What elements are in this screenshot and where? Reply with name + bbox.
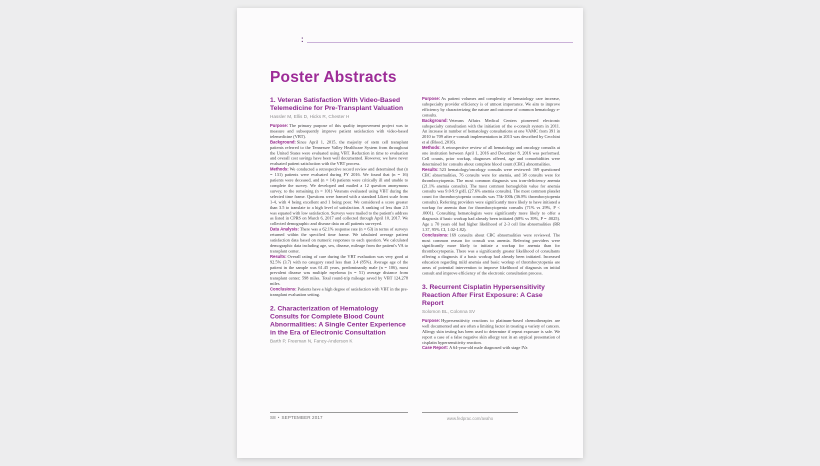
abstract-title: 1. Veteran Satisfaction With Video-Based Telemedicine for Pre-Transplant Valuation	[270, 96, 404, 112]
section-label: Purpose:	[422, 317, 441, 323]
footer-page-number: S8	[270, 415, 276, 420]
abstract-authors: Hassler M, Ellis D, Hicks R, Chester H	[270, 113, 350, 119]
abstract-authors: Barth P, Freeman N, Fancy-Anderson K	[270, 338, 353, 344]
abstract-section	[270, 167, 408, 227]
section-label: Data Analysis:	[270, 226, 299, 232]
section-text: 523 hematology/oncology consults were reviewed: 169 questioned CBC abnormalities, 76 consults were for anemia, and 38 consults were for thrombocytopenia. The most common diagnosis was iron-deficiency anemia (21.1% anemia consults). The most common hemoglobin value for anemia consults was 9.0-9.9 g/dL (27.6% anemia consults). The most common platelet count for thrombocytopenia consults was 75k-100k (36.8% thrombocytopenia consults). Referring providers were significantly more likely to have initiated a workup for anemia than for thrombocytopenia consults (71% vs 29%, P < .0001). Consulting hematologists were significantly more likely to offer a diagnosis if basic workup had already been initiated (68% vs 39%, P = .0025). Age ≥ 70 years old had higher likelihood of 2-3 cell line abnormalities (RR 1.37, 95% CI, 1.02-1.82).	[422, 166, 560, 232]
section-text: As patient volumes and complexity of hematology care increase, subspecialty provider efficiency is of utmost importance. We aim to improve efficiency by characterizing the nature and outcome of common hematology e-consults.	[422, 96, 560, 118]
left-column	[270, 96, 408, 412]
section-text: Veterans Affairs Medical Centers pioneered electronic subspecialty consultation with the initiation of the e-consult system in 2011. An increase in number of hematology consultations at one VAMC from 391 in 2010 to 709 after e-consult implementation in 2013 was described by Cecchini et al (Blood, 2016).	[422, 117, 560, 145]
masthead-colon-mark: :	[301, 35, 304, 44]
section-text: Since April 1, 2015, the majority of stem cell transplant patients referred to the Tennessee Valley Healthcare System from throughout the United States were evaluated using VBT. Reduction in time to evaluation and overall cost savings have been well documented. However, we have never evaluated patient satisfaction with the VBT process.	[270, 139, 408, 167]
abstract-title: 2. Characterization of Hematology Consults for Complete Blood Count Abnormalities: A Single Center Experience in the Era of Electronic Consultation	[270, 304, 406, 336]
section-label: Background:	[422, 117, 448, 123]
footer-rule-left	[270, 412, 408, 413]
section-label: Case Report:	[422, 345, 449, 351]
section-text: The primary purpose of this quality improvement project was to measure and subsequently improve patient satisfaction with video-based telemedicine (VBT).	[270, 123, 408, 139]
abstract-section	[422, 118, 560, 145]
abstract-title: 3. Recurrent Cisplatin Hypersensitivity Reaction After First Exposure: A Case Report	[422, 282, 545, 307]
abstract-section	[270, 139, 408, 166]
section-text: 169 consults about CBC abnormalities were reviewed. The most common reason for consult was anemia. Referring providers were significantly more likely to initiate a workup for anemia than for thrombocytopenia. There was a significantly greater likelihood of consultants offering a diagnosis if a basic workup had already been initiated. Increased education regarding mild anemia and basic workup of thrombocytopenia are areas of potential intervention to improve likelihood of diagnosis on initial consult and improve efficiency of the electronic consultation process.	[422, 232, 560, 276]
abstract-section	[422, 145, 560, 167]
section-label: Methods:	[422, 145, 441, 151]
section-label: Results:	[422, 166, 439, 172]
section-text: We conducted a retrospective record review and determined that (n = 131) patients were evaluated during FY 2016. We found that (n = 16) patients were deceased, and (n = 14) patients were critically ill and unable to complete the survey. We developed and mailed a 12 question anonymous survey, to the remaining (n = 101) Veterans evaluated using VBT during the selected time frame. Questions were framed with a standard Likert scale from 1-4, with 4 being excellent and 1 being poor. We considered a score greater than 3.5 to translate to a high level of satisfaction. A ranking of less than 2.5 was equated with low satisfaction. Surveys were mailed to the patient's address as listed in CPRS on March 6, 2017 and collected through April 10, 2017. We collected demographic and disease data on all patients surveyed.	[270, 166, 408, 227]
right-column	[422, 96, 560, 412]
section-label: Conclusions:	[422, 232, 449, 238]
abstract-section	[270, 227, 408, 254]
section-text: Patients have a high degree of satisfaction with VBT in the pre-transplant evaluation setting.	[270, 286, 408, 298]
right-column-content	[422, 96, 560, 351]
footer-separator: •	[277, 415, 280, 420]
section-text: Hypersensitivity reactions to platinum-based chemotherapies are well documented and are often a limiting factor in treating a variety of cancers. Allergy skin testing has been used to determine if repeat exposure is safe. We report a case of a false negative skin allergy test in an atypical presentation of cisplatin hypersensitivity reaction.	[422, 317, 560, 345]
abstract-section	[422, 345, 560, 350]
section-label: Background:	[270, 139, 296, 145]
left-column-content	[270, 96, 408, 344]
abstract-section	[270, 254, 408, 287]
footer-issue-date: SEPTEMBER 2017	[281, 415, 323, 420]
abstract-section	[422, 96, 560, 118]
section-text: A 64-year-old male diagnosed with stage IVa	[449, 345, 528, 351]
section-label: Results:	[270, 253, 287, 259]
section-text: Overall rating of care during the VBT evaluation was very good at 92.5% (3.7) with no category rated less than 3.4 (85%). Average age of the patient in the sample was 61.45 years, predominantly male (n = 106), most prevalent disease was multiple myeloma (n = 51) average distance from transplant center; 598 miles. Total round-trip mileage saved by VBT 124,278 miles.	[270, 253, 408, 287]
section-label: Purpose:	[270, 123, 289, 128]
section-text: There was a 62.1% response rate (n = 63) in terms of surveys returned within the specified time frame. We tabulated average patient satisfaction data based on numeric responses to each question. We calculated demographic data including age, sex, disease, mileage from the patient's VA to transplant center.	[270, 226, 408, 254]
section-label: Methods:	[270, 166, 289, 172]
abstract-section	[270, 287, 408, 298]
section-label: Conclusions:	[270, 286, 297, 292]
page-title: Poster Abstracts	[270, 69, 397, 86]
footer-rule-right	[422, 412, 518, 413]
abstract-section	[270, 123, 408, 139]
masthead-rule	[307, 42, 573, 43]
footer-left	[270, 415, 408, 420]
footer-website: www.fedprac.com/avaho	[446, 416, 494, 421]
abstract-section	[422, 232, 560, 276]
section-label: Purpose:	[422, 96, 441, 101]
journal-page	[237, 8, 583, 458]
section-text: A retrospective review of all hematology and oncology consults at one institution between April 1, 2016 and December 8, 2016 was performed. Cell counts, prior workup, diagnoses offered, age and comorbidities were determined for consults about complete blood count (CBC) abnormalities.	[422, 145, 560, 167]
abstract-section	[422, 167, 560, 232]
abstract-section	[422, 318, 560, 345]
abstract-authors: Solomon BL, Colonna SV	[422, 308, 476, 314]
